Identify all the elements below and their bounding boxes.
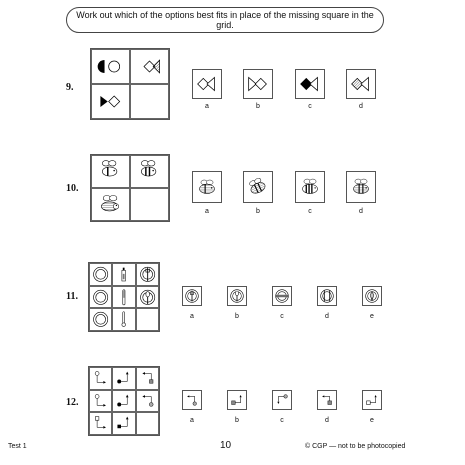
q11-label-c: c [280,313,284,320]
diamond-hatched-fishtail-icon [347,70,375,98]
q12-label-c: c [280,417,284,424]
q10-option-d[interactable] [346,171,376,203]
q12-option-e[interactable] [362,390,382,410]
double-circle-plate-icon [90,287,111,308]
question-number-10: 10. [66,183,79,194]
double-circle-plate-icon [90,264,111,285]
q10-label-c: c [308,208,312,215]
q12-option-d[interactable] [317,390,337,410]
plate-horizontal-knife-option-icon [273,287,291,305]
q9-label-a: a [205,103,209,110]
q11-label-d: d [325,313,329,320]
grey-circle-line-icon [137,391,158,412]
q11-cell-2 [112,263,135,286]
instruction-box [66,7,384,33]
q10-option-b[interactable] [243,171,273,203]
q10-cell-3 [91,188,130,221]
fishtail-diamond-icon [244,70,272,98]
q12-option-a[interactable] [182,390,202,410]
square-arrow-icon [90,413,111,434]
question-number-9: 9. [66,82,74,93]
q9-cell-2 [130,49,169,84]
white-square-option-e-icon [363,391,381,409]
q9-option-d[interactable] [346,69,376,99]
q12-cell-5 [112,390,135,413]
q12-cell-8 [112,412,135,435]
instruction-text: Work out which of the options best fits in place of the missing square in the grid. [76,10,374,30]
arrow-and-diamond-icon [92,85,129,118]
black-circle-arrow-icon [113,368,134,389]
q10-cell-2 [130,155,169,188]
circle-line-down-icon [90,391,111,412]
plate-fork-option-icon [183,287,201,305]
bee-hatched-icon [92,189,129,220]
diamond-and-fishtail-icon [131,50,168,83]
q10-cell-1 [91,155,130,188]
knife-icon [113,287,134,308]
q12-grid [88,366,160,436]
q11-cell-6 [136,286,159,309]
q11-label-e: e [370,313,374,320]
q11-cell-5 [112,286,135,309]
q9-cell-3 [91,84,130,119]
bee-two-stripes-icon [131,156,168,187]
grey-square-option-b-icon [228,391,246,409]
page-number: 10 [220,440,232,451]
q12-cell-3 [136,367,159,390]
bee-option-b-icon [244,172,272,202]
q12-missing-cell [136,412,159,435]
q10-label-d: d [359,208,363,215]
q12-cell-1 [89,367,112,390]
thermometer-icon [113,309,134,330]
q12-label-e: e [370,417,374,424]
q11-label-b: b [235,313,239,320]
circle-arrow-option-a-icon [183,391,201,409]
q11-cell-4 [89,286,112,309]
plate-fork-knife-option-icon [318,287,336,305]
q11-cell-1 [89,263,112,286]
q9-option-a[interactable] [192,69,222,99]
q11-missing-cell [136,308,159,331]
plate-with-fork-icon [137,264,158,285]
q12-cell-4 [89,390,112,413]
q11-cell-7 [89,308,112,331]
q12-label-d: d [325,417,329,424]
q11-cell-8 [112,308,135,331]
diamond-fishtail-icon [193,70,221,98]
q9-missing-cell [130,84,169,119]
q9-cell-1 [91,49,130,84]
q9-label-c: c [308,103,312,110]
q12-cell-2 [112,367,135,390]
grey-square-arrow-icon [137,368,158,389]
q11-cell-3 [136,263,159,286]
bee-option-a-icon [193,172,221,202]
bee-option-d-icon [347,172,375,202]
double-circle-plate-icon [90,309,111,330]
plate-flower-option-icon [363,287,381,305]
plate-spoon-option-icon [228,287,246,305]
grey-square-option-d-icon [318,391,336,409]
plate-with-spoon-icon [137,287,158,308]
q10-label-a: a [205,208,209,215]
question-number-11: 11. [66,291,78,302]
q9-label-b: b [256,103,260,110]
q9-label-d: d [359,103,363,110]
q9-option-b[interactable] [243,69,273,99]
question-number-12: 12. [66,397,79,408]
q12-label-b: b [235,417,239,424]
q12-label-a: a [190,417,194,424]
bee-option-c-icon [296,172,324,202]
q9-option-c[interactable] [295,69,325,99]
q11-option-b[interactable] [227,286,247,306]
footer-test-label: Test 1 [8,443,27,450]
q10-grid [90,154,170,222]
half-circle-and-circle-icon [92,50,129,83]
salt-shaker-icon [113,264,134,285]
q11-label-a: a [190,313,194,320]
black-square-arrow-icon [113,413,134,434]
grey-circle-option-c-icon [273,391,291,409]
q12-option-b[interactable] [227,390,247,410]
bee-one-stripe-icon [92,156,129,187]
q10-missing-cell [130,188,169,221]
q11-option-e[interactable] [362,286,382,306]
footer-copyright: © CGP — not to be photocopied [305,443,406,450]
q10-option-a[interactable] [192,171,222,203]
q11-option-d[interactable] [317,286,337,306]
q11-option-c[interactable] [272,286,292,306]
q12-option-c[interactable] [272,390,292,410]
q9-grid [90,48,170,120]
black-diamond-fishtail-icon [296,70,324,98]
q12-cell-7 [89,412,112,435]
q10-option-c[interactable] [295,171,325,203]
q11-option-a[interactable] [182,286,202,306]
q11-grid [88,262,160,332]
q10-label-b: b [256,208,260,215]
circle-arrow-down-icon [90,368,111,389]
q12-cell-6 [136,390,159,413]
black-circle-line-icon [113,391,134,412]
